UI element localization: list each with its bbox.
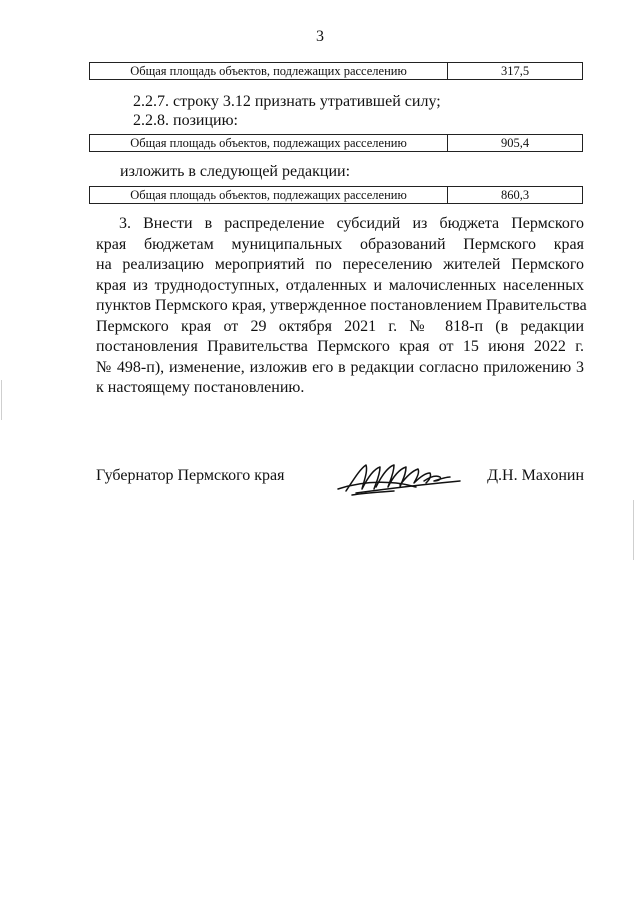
item-2-2-7: 2.2.7. строку 3.12 признать утратившей силу;	[133, 93, 441, 110]
signature-block	[96, 459, 584, 499]
scan-edge-mark	[1, 380, 2, 420]
paragraph-line: постановления Правительства Пермского края от 15 июня 2022 г.	[96, 338, 584, 355]
item-2-2-8: 2.2.8. позицию:	[133, 112, 238, 129]
paragraph-line: края из труднодоступных, отдаленных и малочисленных населенных	[96, 276, 584, 294]
area-table-317	[89, 62, 583, 80]
paragraph-line: пунктов Пермского края, утвержденное постановлением Правительства	[96, 297, 587, 314]
paragraph-line: на реализацию мероприятий по переселению жителей Пермского	[96, 256, 584, 273]
table-value-cell: 860,3	[500, 188, 530, 202]
area-table-905	[89, 134, 583, 152]
handwritten-signature	[336, 459, 466, 499]
signer-position: Губернатор Пермского края	[96, 467, 285, 484]
redaction-instruction: изложить в следующей редакции:	[120, 163, 351, 180]
signer-name: Д.Н. Махонин	[487, 467, 584, 484]
paragraph-line: Пермского края от 29 октября 2021 г. № 818-п (в редакции	[96, 317, 584, 335]
paragraph-line: № 498-п), изменение, изложив его в редакции согласно приложению 3	[96, 358, 584, 376]
paragraph-line: края бюджетам муниципальных образований Пермского края	[96, 235, 584, 253]
paragraph-3	[96, 214, 587, 399]
scan-edge-mark	[633, 500, 634, 560]
table-label-cell: Общая площадь объектов, подлежащих расселению	[90, 135, 448, 151]
paragraph-line: к настоящему постановлению.	[96, 379, 305, 396]
table-label-cell: Общая площадь объектов, подлежащих расселению	[90, 63, 448, 79]
table-label-cell: Общая площадь объектов, подлежащих расселению	[90, 187, 448, 203]
table-value-cell: 905,4	[500, 136, 530, 150]
table-value-cell: 317,5	[500, 64, 530, 78]
page-number: 3	[316, 28, 324, 45]
area-table-860	[89, 186, 583, 204]
paragraph-line: 3. Внести в распределение субсидий из бюджета Пермского	[119, 215, 584, 232]
